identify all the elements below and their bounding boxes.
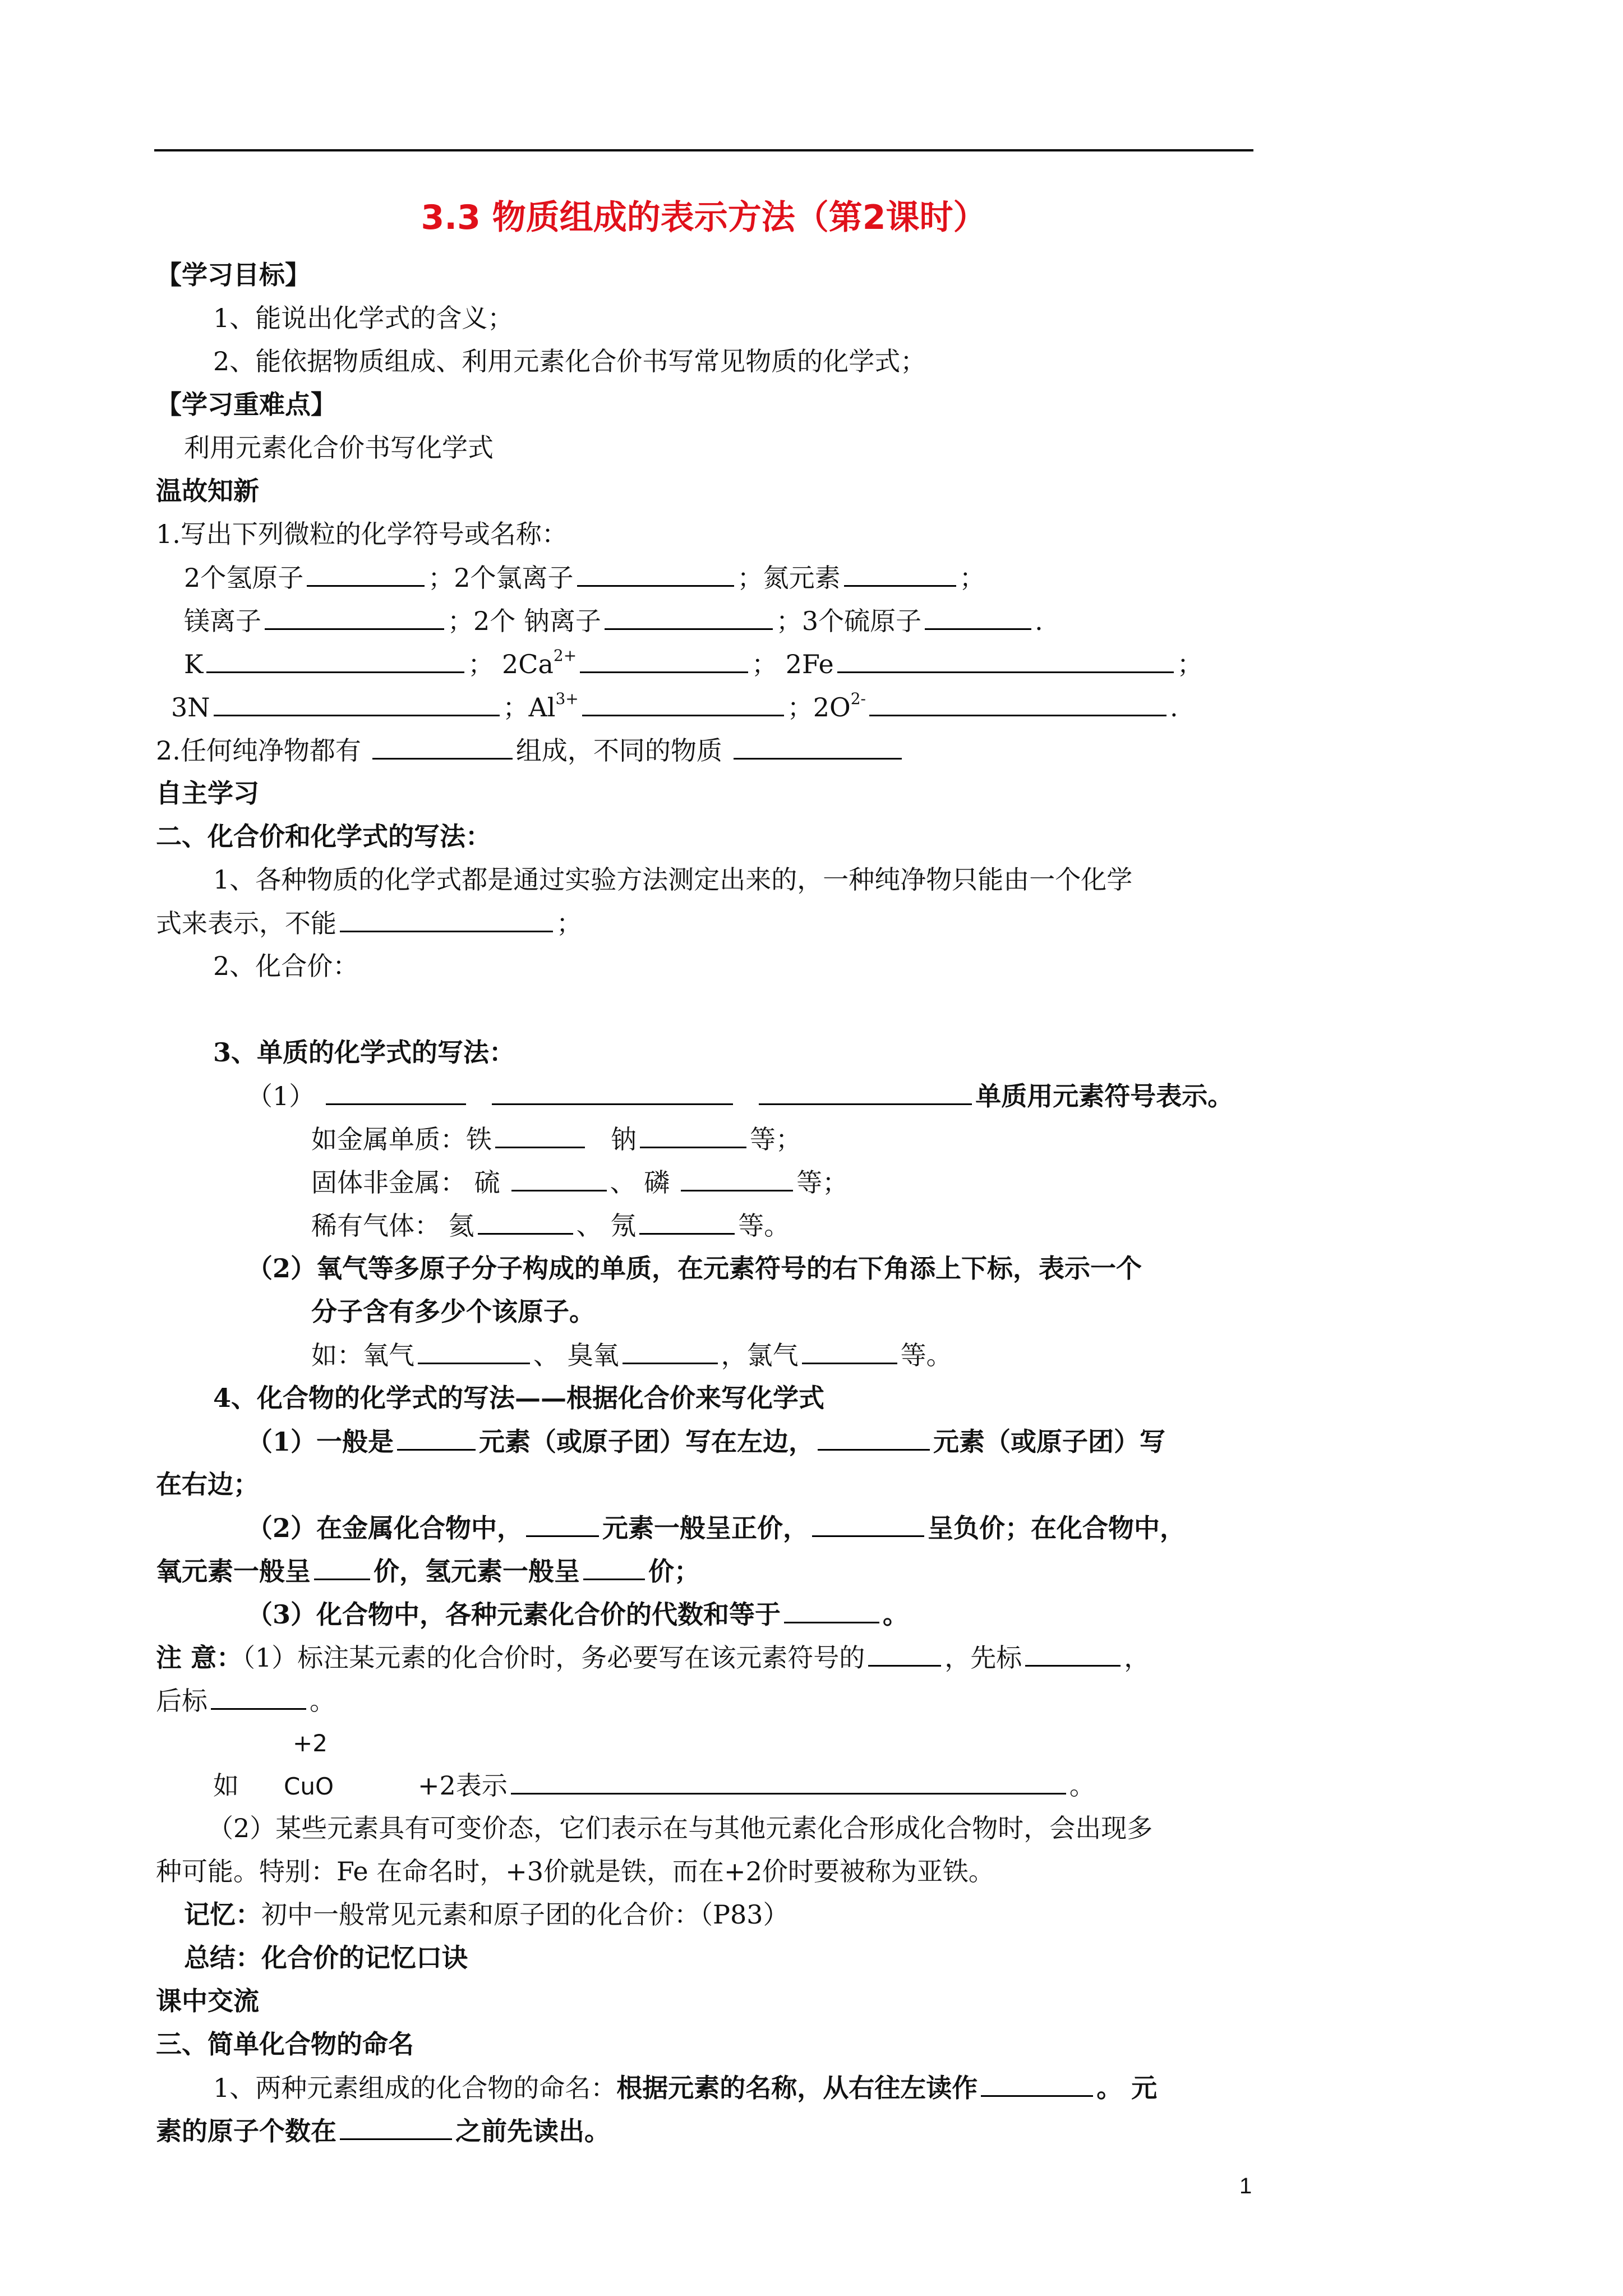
label: 2个氢原子	[184, 563, 304, 593]
label: 、 磷	[610, 1167, 670, 1198]
objective-1: 1、能说出化学式的含义；	[213, 303, 514, 333]
answer-blank[interactable]	[206, 647, 464, 673]
answer-blank[interactable]	[418, 1338, 530, 1364]
label: 。	[883, 1599, 909, 1630]
label: 固体非金属： 硫	[311, 1167, 500, 1198]
para-1-line-1: 1、各种物质的化学式都是通过实验方法测定出来的，一种纯净物只能由一个化学	[213, 864, 1133, 895]
note-2-line-2: 种可能。特别：Fe 在命名时，+3价就是铁，而在+2价时要被称为亚铁。	[156, 1856, 994, 1887]
label: （3）化合物中，各种元素化合价的代数和等于	[247, 1599, 781, 1630]
label: ，氯气	[721, 1340, 799, 1370]
cuo-formula: CuO	[284, 1773, 334, 1800]
label: .	[1035, 606, 1043, 636]
label: 。	[310, 1686, 335, 1716]
review-question-2	[156, 733, 905, 767]
label: .	[1170, 692, 1178, 723]
review-row-2	[184, 604, 1043, 638]
para-4-heading: 4、化合物的化学式的写法——根据化合价来写化学式	[213, 1383, 825, 1413]
label: （2）在金属化合物中，	[247, 1513, 523, 1543]
answer-blank[interactable]	[340, 2114, 452, 2140]
answer-blank[interactable]	[492, 1079, 733, 1105]
label: 如	[213, 1770, 239, 1801]
label: ； 2Fe	[751, 649, 834, 679]
label: 价；	[648, 1556, 700, 1586]
answer-blank[interactable]	[818, 1424, 930, 1451]
answer-blank[interactable]	[869, 690, 1166, 716]
label: ；	[959, 563, 985, 593]
label: 如：氧气	[311, 1340, 414, 1370]
label: ；Al	[502, 692, 556, 723]
para-2: 2、化合价：	[213, 951, 359, 981]
objectives-heading: 【学习目标】	[156, 260, 311, 290]
para-3-2-line-2: 分子含有多少个该原子。	[311, 1296, 595, 1327]
para-4-1-line-1	[247, 1424, 1165, 1458]
para-1-line-2	[156, 906, 582, 940]
keypoints-text: 利用元素化合价书写化学式	[184, 432, 494, 463]
molecule-examples	[311, 1338, 952, 1372]
label: 钠	[611, 1124, 637, 1154]
answer-blank[interactable]	[340, 906, 553, 932]
para-3-2-line-1: （2）氧气等多原子分子构成的单质，在元素符号的右下角添上下标，表示一个	[247, 1253, 1142, 1283]
cuo-example	[213, 1768, 1095, 1803]
label: 单质用元素符号表示。	[975, 1081, 1234, 1111]
label: 2.任何纯净物都有	[156, 735, 361, 766]
answer-blank[interactable]	[583, 1554, 645, 1580]
answer-blank[interactable]	[639, 1208, 735, 1235]
answer-blank[interactable]	[526, 1511, 599, 1537]
label: ；	[556, 908, 582, 938]
answer-blank[interactable]	[812, 1511, 924, 1537]
label: 如金属单质：铁	[311, 1124, 492, 1154]
label: ；2个氯离子	[428, 563, 574, 593]
ion-charge: 2-	[850, 689, 866, 708]
answer-blank[interactable]	[372, 733, 513, 760]
para-4-1-line-2: 在右边；	[156, 1469, 259, 1499]
para-4-2-line-1	[247, 1511, 1186, 1545]
noble-gas-examples	[311, 1208, 790, 1243]
memory-label: 记忆：	[184, 1899, 261, 1930]
label: ，	[1124, 1642, 1150, 1673]
answer-blank[interactable]	[605, 604, 773, 630]
label: 素的原子个数在	[156, 2116, 336, 2146]
naming-line-2	[156, 2114, 610, 2148]
answer-blank[interactable]	[265, 604, 444, 630]
label: 元素（或原子团）写在左边，	[479, 1427, 815, 1457]
nonmetal-examples	[311, 1165, 848, 1199]
objective-2: 2、能依据物质组成、利用元素化合价书写常见物质的化学式；	[213, 346, 926, 376]
note-2-line-1: （2）某些元素具有可变价态，它们表示在与其他元素化合形成化合物时，会出现多	[208, 1813, 1153, 1843]
label: ；3个硫原子	[776, 606, 922, 636]
review-row-4	[171, 690, 1178, 724]
label: 镁离子	[184, 606, 261, 636]
label: 组成，不同的物质	[515, 735, 722, 766]
answer-blank[interactable]	[1025, 1640, 1121, 1667]
label: 等；	[750, 1124, 801, 1154]
label: 等。	[738, 1211, 790, 1241]
para-3-heading: 3、单质的化学式的写法：	[213, 1037, 515, 1068]
label: ；2O	[787, 692, 851, 723]
answer-blank[interactable]	[981, 2070, 1093, 2097]
answer-blank[interactable]	[511, 1165, 607, 1191]
answer-blank[interactable]	[577, 560, 734, 587]
label: 式来表示，不能	[156, 908, 336, 938]
answer-blank[interactable]	[495, 1122, 585, 1148]
answer-blank[interactable]	[759, 1079, 972, 1105]
label: ； 2Ca	[468, 649, 554, 679]
answer-blank[interactable]	[478, 1208, 573, 1235]
answer-blank[interactable]	[640, 1122, 746, 1148]
page-title: 3.3 物质组成的表示方法（第2课时）	[421, 198, 987, 237]
memory-line	[184, 1898, 789, 1931]
label: ，先标	[944, 1642, 1022, 1673]
answer-blank[interactable]	[314, 1554, 370, 1580]
label: 3N	[171, 692, 210, 723]
answer-blank[interactable]	[734, 733, 902, 760]
label: 呈负价；在化合物中，	[928, 1513, 1186, 1543]
para-4-2-line-2	[156, 1554, 700, 1588]
label: 元素一般呈正价，	[602, 1513, 809, 1543]
answer-blank[interactable]	[307, 560, 425, 587]
label: 等。	[900, 1340, 952, 1370]
answer-blank[interactable]	[511, 1768, 1066, 1795]
class-exchange-heading: 课中交流	[156, 1986, 259, 2016]
cuo-charge: +2	[293, 1729, 328, 1757]
answer-blank[interactable]	[925, 604, 1031, 630]
answer-blank[interactable]	[681, 1165, 793, 1191]
label: +2表示	[418, 1770, 508, 1801]
label: 根据元素的名称，从右往左读作	[616, 2073, 978, 2103]
label: 之前先读出。	[455, 2116, 610, 2146]
answer-blank[interactable]	[580, 647, 748, 673]
label: 元素（或原子团）写	[933, 1427, 1166, 1457]
section-2-heading: 二、化合价和化学式的写法：	[156, 821, 491, 852]
label: 初中一般常见元素和原子团的化合价：（P83）	[261, 1899, 789, 1930]
note-1-line-2	[156, 1683, 335, 1718]
page-number: 1	[1239, 2174, 1252, 2198]
label: K	[184, 649, 204, 679]
self-study-heading: 自主学习	[156, 778, 259, 808]
metal-examples	[311, 1122, 801, 1156]
label: 稀有气体： 氦	[311, 1211, 474, 1241]
label: 后标	[156, 1686, 208, 1716]
review-row-1	[184, 560, 985, 595]
note-1-line-1	[156, 1640, 1150, 1674]
answer-blank[interactable]	[326, 1079, 466, 1105]
answer-blank[interactable]	[397, 1424, 476, 1451]
label: （1）	[247, 1081, 315, 1111]
answer-blank[interactable]	[837, 647, 1174, 673]
summary-line: 总结：化合价的记忆口诀	[184, 1943, 468, 1973]
section-3-heading: 三、简单化合物的命名	[156, 2029, 414, 2059]
answer-blank[interactable]	[802, 1338, 897, 1364]
label: （1）一般是	[247, 1427, 394, 1457]
ion-charge: 3+	[555, 689, 579, 708]
keypoints-heading: 【学习重难点】	[156, 389, 336, 420]
label: ；氮元素	[737, 563, 841, 593]
label: ；2个 钠离子	[448, 606, 601, 636]
note-label: 注 意：	[156, 1642, 243, 1673]
label: 价，氢元素一般呈	[374, 1556, 580, 1586]
para-3-1	[247, 1079, 1233, 1113]
review-heading: 温故知新	[156, 476, 259, 506]
answer-blank[interactable]	[868, 1640, 941, 1667]
label: 。	[1069, 1770, 1095, 1801]
answer-blank[interactable]	[211, 1683, 306, 1710]
answer-blank[interactable]	[623, 1338, 718, 1364]
review-row-3	[184, 647, 1203, 681]
label: 、 臭氧	[533, 1340, 619, 1370]
naming-line-1	[213, 2070, 1157, 2105]
answer-blank[interactable]	[214, 690, 500, 716]
answer-blank[interactable]	[844, 560, 956, 587]
review-question-1: 1.写出下列微粒的化学符号或名称：	[156, 519, 568, 549]
ion-charge: 2+	[553, 646, 577, 665]
label: 、 氖	[576, 1211, 637, 1241]
label: 。 元	[1096, 2073, 1158, 2103]
para-4-3	[247, 1597, 909, 1631]
header-rule	[154, 149, 1253, 151]
label: 等；	[796, 1167, 849, 1198]
label: 氧元素一般呈	[156, 1556, 311, 1586]
answer-blank[interactable]	[784, 1597, 879, 1623]
label: （1）标注某元素的化合价时，务必要写在该元素符号的	[242, 1642, 865, 1673]
answer-blank[interactable]	[582, 690, 784, 716]
label: 1、两种元素组成的化合物的命名：	[213, 2073, 617, 2103]
label: ；	[1177, 649, 1203, 679]
